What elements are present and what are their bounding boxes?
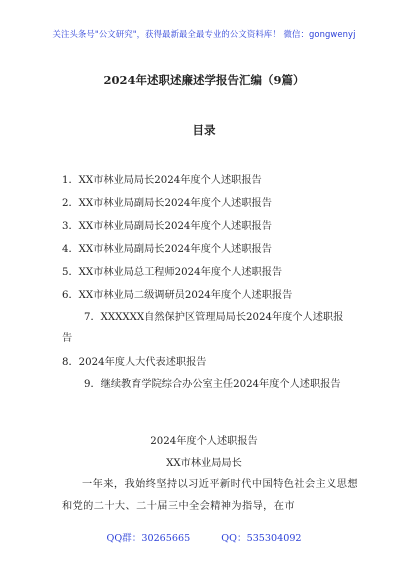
toc-item: 8．2024年度人大代表述职报告 (62, 357, 207, 368)
body-paragraph: 一年来，我始终坚持以习近平新时代中国特色社会主义思想和党的二十大、二十届三中全会精神为指导，在市 (62, 479, 358, 512)
toc-item: 3．XX市林业局副局长2024年度个人述职报告 (62, 221, 272, 232)
footer-qq-group: QQ群：30265665 (106, 533, 191, 544)
section-title: 2024年度个人述职报告 (150, 436, 258, 447)
toc-item: 7．XXXXXX自然保护区管理局局长2024年度个人述职报告 (62, 312, 344, 344)
footer-qq: QQ：535304092 (221, 533, 302, 544)
toc-item: 2．XX市林业局副局长2024年度个人述职报告 (62, 198, 272, 209)
toc-item: 4．XX市林业局副局长2024年度个人述职报告 (62, 244, 272, 255)
toc-item: 5．XX市林业局总工程师2024年度个人述职报告 (62, 267, 283, 278)
toc-item: 6．XX市林业局二级调研员2024年度个人述职报告 (62, 290, 293, 301)
footer-contact (0, 530, 408, 544)
document-title: 2024年述职述廉述学报告汇编（9篇） (103, 73, 305, 87)
toc-item: 9．继续教育学院综合办公室主任2024年度个人述职报告 (84, 379, 341, 390)
section-subtitle: XX市林业局局长 (166, 458, 242, 469)
toc-heading: 目录 (192, 123, 216, 137)
toc-item: 1．XX市林业局局长2024年度个人述职报告 (62, 175, 262, 186)
promo-banner: 关注头条号"公文研究"，获得最新最全最专业的公文资料库！ 微信：gongwenyj (52, 29, 356, 39)
